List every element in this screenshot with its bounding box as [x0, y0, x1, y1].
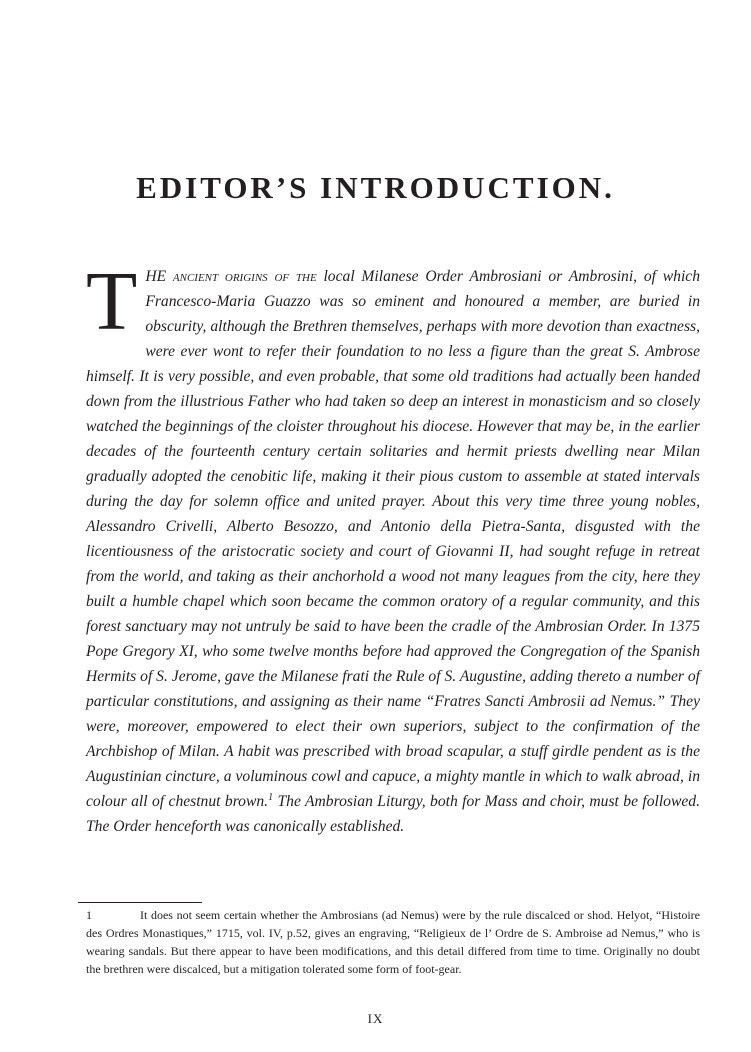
- chapter-title: EDITOR’S INTRODUCTION.: [136, 170, 615, 205]
- paragraph-text-continued: The Ambrosian Liturgy, both for Mass and choir, must be followed. The Order henceforth was canonically established.: [86, 793, 701, 835]
- footnote-divider: [78, 902, 202, 903]
- lead-in-small-caps: HE ancient origins of the: [145, 268, 317, 285]
- footnote-reference[interactable]: 1: [268, 791, 274, 803]
- introduction-paragraph: [86, 255, 701, 839]
- page-number: IX: [367, 1011, 384, 1026]
- footnote-number: 1: [86, 908, 92, 922]
- footnote: [86, 906, 700, 978]
- paragraph-text: local Milanese Order Ambrosiani or Ambrosini, of which Francesco-Maria Guazzo was so eminent and honoured a member, are buried in obscurity, although the Brethren themselves, perhaps with more devotion than exactness, were ever wont to refer their foundation to no less a figure than the great S. Ambrose himself. It is very possible, and even probable, that some old traditions had actually been handed down from the illustrious Father who had taken so deep an interest in monasticism and so closely watched the beginnings of the cloister throughout his diocese. However that may be, in the earlier decades of the fourteenth century certain solitaries and hermit priests dwelling near Milan gradually adopted the cenobitic life, making it their pious custom to assemble at stated intervals during the day for solemn office and united prayer. About this very time three young nobles, Alessandro Crivelli, Alberto Besozzo, and Antonio della Pietra-Santa, disgusted with the licentiousness of the aristocratic society and court of Giovanni II, had sought refuge in retreat from the world, and taking as their anchorhold a wood not many leagues from the city, here they built a humble chapel which soon became the common oratory of a regular community, and this forest sanctuary may not untruly be said to have been the cradle of the Ambrosian Order. In 1375 Pope Gregory XI, who some twelve months before had approved the Congregation of the Spanish Hermits of S. Jerome, gave the Milanese frati the Rule of S. Augustine, adding thereto a number of particular constitutions, and assigning as their name “Fratres Sancti Ambrosii ad Nemus.” They were, moreover, empowered to elect their own superiors, subject to the confirmation of the Archbishop of Milan. A habit was prescribed with broad scapular, a stuff girdle pendent as is the Augustinian cincture, a voluminous cowl and capuce, a mighty mantle in which to walk abroad, in colour all of chestnut brown.: [86, 268, 700, 810]
- drop-cap: T: [86, 255, 138, 348]
- footnote-text: It does not seem certain whether the Ambrosians (ad Nemus) were by the rule discalced or shod. Helyot, “Histoire des Ordres Monastiques,” 1715, vol. IV, p.52, gives an engraving, “Religieux de l’ Ordre de S. Ambroise ad Nemus,” who is wearing sandals. But there appear to have been modifications, and this detail differed from time to time. Originally no doubt the brethren were discalced, but a mitigation tolerated some form of foot-gear.: [86, 908, 700, 976]
